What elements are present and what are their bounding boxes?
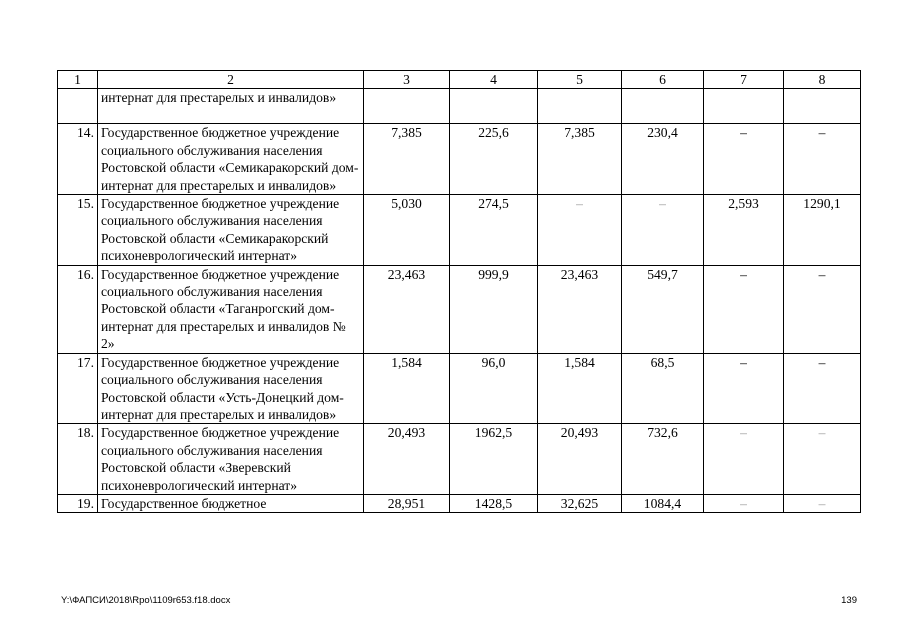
table-row <box>58 424 861 495</box>
header-cell: 2 <box>98 71 364 89</box>
value-cell: 7,385 <box>538 124 622 195</box>
value-cell: 1084,4 <box>622 494 704 512</box>
value-cell: – <box>704 265 784 353</box>
table-row <box>58 89 861 124</box>
value-cell: 68,5 <box>622 353 704 424</box>
header-cell: 1 <box>58 71 98 89</box>
value-cell <box>538 89 622 124</box>
value-cell: 1290,1 <box>784 195 861 266</box>
table-row <box>58 353 861 424</box>
header-cell: 7 <box>704 71 784 89</box>
header-cell: 3 <box>364 71 450 89</box>
row-number: 15. <box>58 195 98 266</box>
row-number: 18. <box>58 424 98 495</box>
row-number: 14. <box>58 124 98 195</box>
value-cell <box>622 89 704 124</box>
header-cell: 6 <box>622 71 704 89</box>
table-row <box>58 494 861 512</box>
value-cell: 732,6 <box>622 424 704 495</box>
institution-name: Государственное бюджетное учреждение социального обслуживания населения Ростовской области «Усть-Донецкий дом-интернат для престарелых и инвалидов» <box>98 353 364 424</box>
value-cell: – <box>538 195 622 266</box>
value-cell <box>704 89 784 124</box>
value-cell: 23,463 <box>538 265 622 353</box>
value-cell: – <box>704 424 784 495</box>
value-cell: 96,0 <box>450 353 538 424</box>
value-cell: 1,584 <box>538 353 622 424</box>
value-cell: 999,9 <box>450 265 538 353</box>
table-header-row <box>58 71 861 89</box>
value-cell: – <box>704 353 784 424</box>
table-row <box>58 195 861 266</box>
value-cell: – <box>704 494 784 512</box>
value-cell: 20,493 <box>538 424 622 495</box>
institution-name: Государственное бюджетное учреждение социального обслуживания населения Ростовской области «Зверевский психоневрологический интернат» <box>98 424 364 495</box>
value-cell: 23,463 <box>364 265 450 353</box>
row-number <box>58 89 98 124</box>
row-number: 16. <box>58 265 98 353</box>
value-cell: 274,5 <box>450 195 538 266</box>
institution-name: Государственное бюджетное <box>98 494 364 512</box>
value-cell: 20,493 <box>364 424 450 495</box>
value-cell: – <box>784 353 861 424</box>
row-number: 17. <box>58 353 98 424</box>
table-row <box>58 124 861 195</box>
value-cell: 5,030 <box>364 195 450 266</box>
value-cell: – <box>704 124 784 195</box>
value-cell: 1962,5 <box>450 424 538 495</box>
value-cell: 225,6 <box>450 124 538 195</box>
institution-name: Государственное бюджетное учреждение социального обслуживания населения Ростовской области «Семикаракорский дом-интернат для престарелых и инвалидов» <box>98 124 364 195</box>
value-cell: 2,593 <box>704 195 784 266</box>
table-row <box>58 265 861 353</box>
value-cell <box>784 89 861 124</box>
value-cell: 28,951 <box>364 494 450 512</box>
value-cell <box>450 89 538 124</box>
institution-name: интернат для престарелых и инвалидов» <box>98 89 364 124</box>
data-table <box>57 70 861 513</box>
page-number: 139 <box>841 595 857 606</box>
value-cell: – <box>784 265 861 353</box>
value-cell: – <box>784 424 861 495</box>
institution-name: Государственное бюджетное учреждение социального обслуживания населения Ростовской области «Семикаракорский психоневрологический интернат» <box>98 195 364 266</box>
header-cell: 4 <box>450 71 538 89</box>
value-cell: 1,584 <box>364 353 450 424</box>
value-cell: 1428,5 <box>450 494 538 512</box>
value-cell: 32,625 <box>538 494 622 512</box>
value-cell: – <box>622 195 704 266</box>
value-cell: 7,385 <box>364 124 450 195</box>
header-cell: 5 <box>538 71 622 89</box>
value-cell <box>364 89 450 124</box>
value-cell: – <box>784 494 861 512</box>
value-cell: 230,4 <box>622 124 704 195</box>
value-cell: 549,7 <box>622 265 704 353</box>
row-number: 19. <box>58 494 98 512</box>
header-cell: 8 <box>784 71 861 89</box>
document-file-path: Y:\ФАПСИ\2018\Rpo\1109r653.f18.docx <box>61 595 231 606</box>
institution-name: Государственное бюджетное учреждение социального обслуживания населения Ростовской области «Таганрогский дом-интернат для престарелых и инвалидов № 2» <box>98 265 364 353</box>
value-cell: – <box>784 124 861 195</box>
